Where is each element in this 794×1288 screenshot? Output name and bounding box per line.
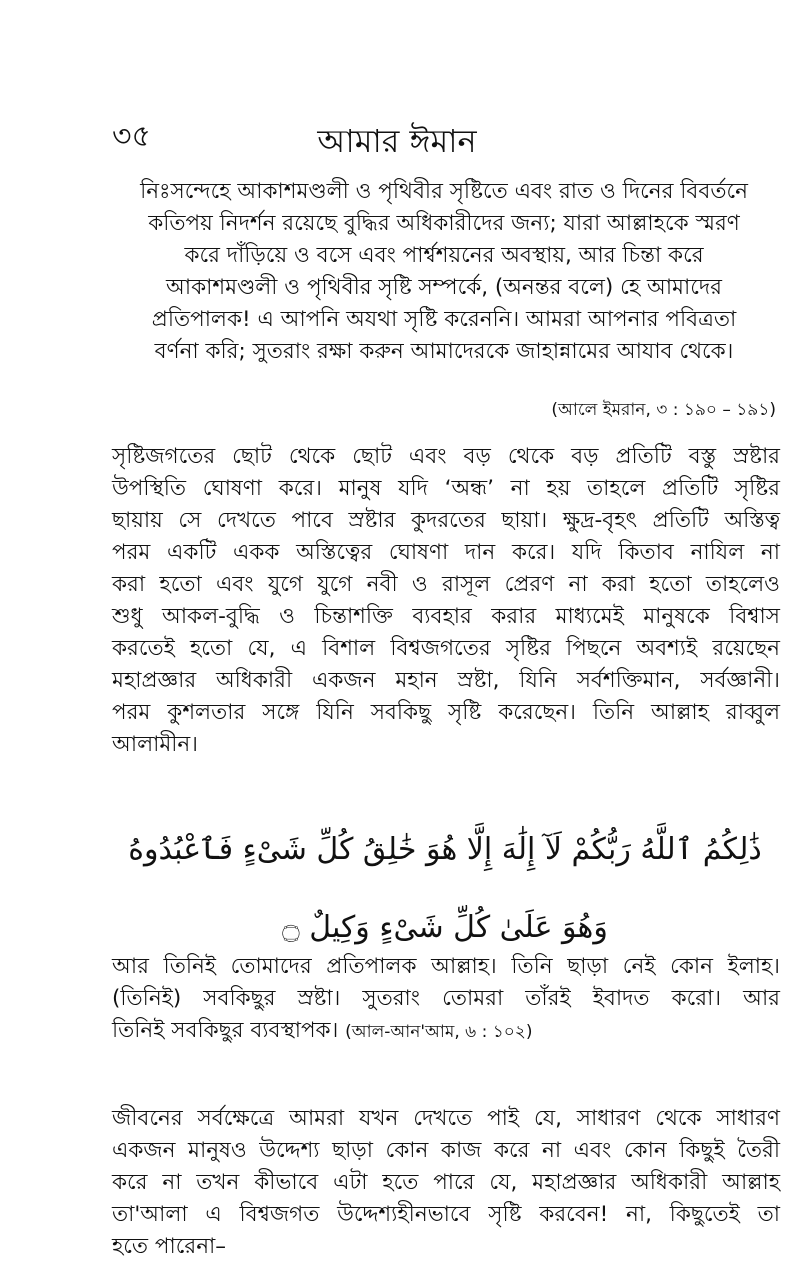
verse-line: নিঃসন্দেহে আকাশমণ্ডলী ও পৃথিবীর সৃষ্টিতে এবং রাত ও দিনের বিবর্তনে [140,179,748,204]
paragraph-line: পরম একটি একক অস্তিত্বের ঘোষণা দান করে। যদি কিতাব নাযিল না [112,540,780,565]
verse-line: বর্ণনা করি; সুতরাং রক্ষা করুন আমাদেরকে জাহান্নামের আযাব থেকে। [154,339,734,364]
paragraph-1 [112,441,780,761]
paragraph-line: ছায়ায় সে দেখতে পাবে স্রষ্টার কুদরতের ছায়া। ক্ষুদ্র-বৃহৎ প্রতিটি অস্তিত্ব [112,508,780,533]
paragraph-line: করা হতো এবং যুগে যুগে নবী ও রাসূল প্রেরণ না করা হতো তাহলেও [112,572,780,597]
paragraph-line: মহাপ্রজ্ঞার অধিকারী একজন মহান স্রষ্টা, যিনি সর্বশক্তিমান, সর্বজ্ঞানী। [112,668,780,693]
paragraph-line: আলামীন। [112,732,198,757]
arabic-verse-line-1: ذَٰلِكُمُ ٱللَّهُ رَبُّكُمْ لَآ إِلَٰهَ إِلَّا هُوَ خَٰلِقُ كُلِّ شَىْءٍ فَٱعْبُدُوهُ [128,832,762,867]
verse-line: করে দাঁড়িয়ে ও বসে এবং পার্শ্বশয়নের অবস্থায়, আর চিন্তা করে [184,243,704,268]
paragraph-line: সৃষ্টিজগতের ছোট থেকে ছোট এবং বড় থেকে বড় প্রতিটি বস্তু স্রষ্টার [112,444,780,469]
paragraph-3 [112,1103,780,1263]
paragraph-line: একজন মানুষও উদ্দেশ্য ছাড়া কোন কাজ করে না এবং কোন কিছুই তৈরী [112,1138,780,1163]
verse-line: কতিপয় নিদর্শন রয়েছে বুদ্ধির অধিকারীদের জন্য; যারা আল্লাহকে স্মরণ [148,211,740,236]
paragraph-line: জীবনের সর্বক্ষেত্রে আমরা যখন দেখতে পাই যে, সাধারণ থেকে সাধারণ [112,1106,780,1131]
paragraph-line: (তিনিই) সবকিছুর স্রষ্টা। সুতরাং তোমরা তাঁরই ইবাদত করো। আর [112,986,780,1011]
verse-reference: (আলে ইমরান, ৩ : ১৯০ – ১৯১) [551,400,776,420]
paragraph-line: শুধু আকল-বুদ্ধি ও চিন্তাশক্তি ব্যবহার করার মাধ্যমেই মানুষকে বিশ্বাস [112,604,780,629]
paragraph-line: উপস্থিতি ঘোষণা করে। মানুষ যদি ‘অন্ধ’ না হয় তাহলে প্রতিটি সৃষ্টির [112,476,780,501]
paragraph-line: আর তিনিই তোমাদের প্রতিপালক আল্লাহ। তিনি ছাড়া নেই কোন ইলাহ। [112,954,780,979]
paragraph-line: করে না তখন কীভাবে এটা হতে পারে যে, মহাপ্রজ্ঞার অধিকারী আল্লাহ [112,1170,780,1195]
paragraph-line [112,1015,780,1048]
paragraph-line: হতে পারেনা– [112,1234,227,1259]
paragraph-line: তা'আলা এ বিশ্বজগত উদ্দেশ্যহীনভাবে সৃষ্টি করবেন! না, কিছুতেই তা [112,1202,780,1227]
verse-reference: (আল-আন'আম, ৬ : ১০২) [345,1022,533,1042]
paragraph-line: করতেই হতো যে, এ বিশাল বিশ্বজগতের সৃষ্টির পিছনে অবশ্যই রয়েছেন [112,636,780,661]
arabic-verse-line-2: وَهُوَ عَلَىٰ كُلِّ شَىْءٍ وَكِيلٌ ۝ [282,910,608,945]
paragraph-2 [112,951,780,1048]
page-number: ৩৫ [112,119,151,154]
paragraph-line-text: তিনিই সবকিছুর ব্যবস্থাপক। [112,1018,339,1043]
paragraph-line: পরম কুশলতার সঙ্গে যিনি সবকিছু সৃষ্টি করেছেন। তিনি আল্লাহ রাব্বুল [112,700,780,725]
verse-line: আকাশমণ্ডলী ও পৃথিবীর সৃষ্টি সম্পর্কে, (অনন্তর বলে) হে আমাদের [166,275,722,300]
verse-translation [108,176,780,368]
verse-line: প্রতিপালক! এ আপনি অযথা সৃষ্টি করেননি। আমরা আপনার পবিত্রতা [151,307,737,332]
running-title: আমার ঈমান [317,122,477,160]
